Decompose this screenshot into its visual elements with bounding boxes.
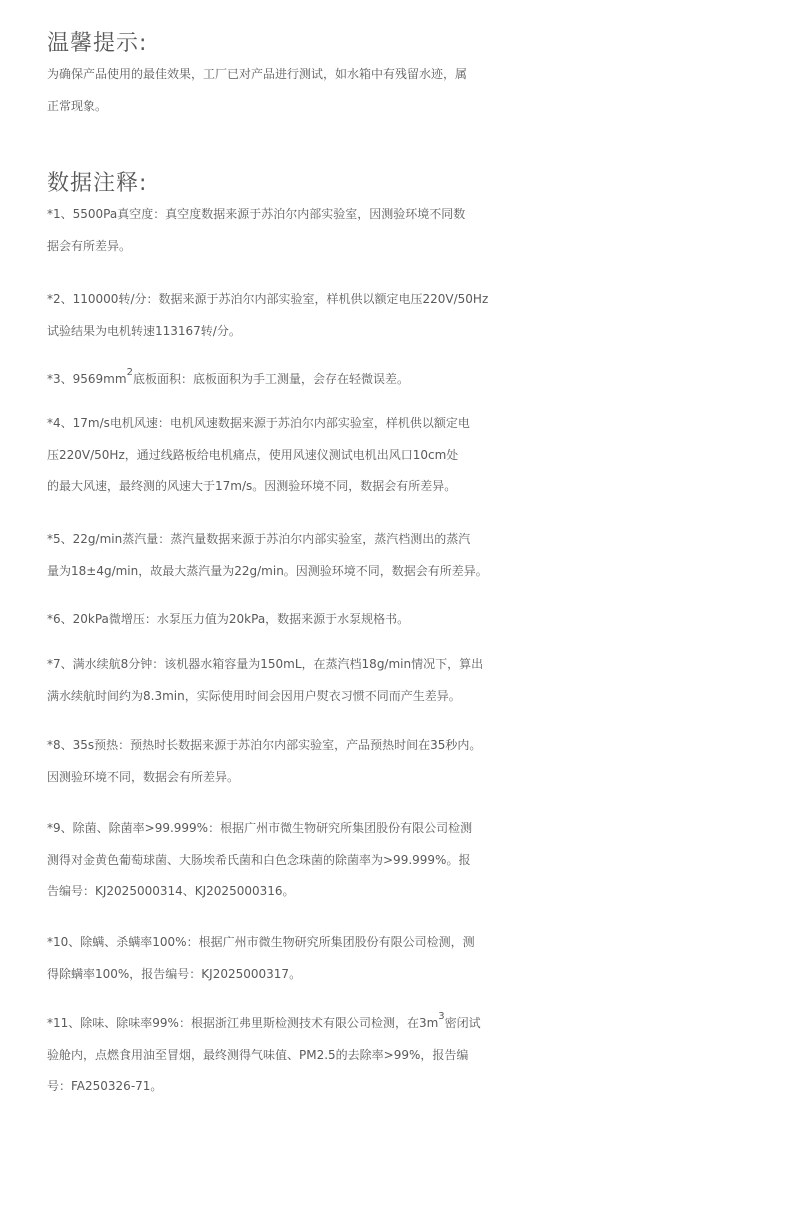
note-9: [47, 813, 790, 908]
text-line: *4、17m/s电机风速：电机风速数据来源于苏泊尔内部实验室，样机供以额定电: [47, 416, 470, 430]
text-line: 的最大风速，最终测的风速大于17m/s。因测验环境不同，数据会有所差异。: [47, 479, 457, 493]
text-line: *6、20kPa微增压：水泵压力值为20kPa，数据来源于水泵规格书。: [47, 612, 410, 626]
text-line: *5、22g/min蒸汽量：蒸汽量数据来源于苏泊尔内部实验室，蒸汽档测出的蒸汽: [47, 532, 471, 546]
note-11-text: *11、除味、除味率99%：根据浙江弗里斯检测技术有限公司检测，在3m: [47, 1016, 439, 1030]
text-line: *1、5500Pa真空度：真空度数据来源于苏泊尔内部实验室，因测验环境不同数: [47, 207, 466, 221]
superscript: 2: [126, 367, 133, 378]
text-line: *2、110000转/分：数据来源于苏泊尔内部实验室，样机供以额定电压220V/50Hz: [47, 292, 489, 306]
note-3-text: *3、9569mm: [47, 372, 127, 386]
text-line: 据会有所差异。: [47, 238, 132, 253]
note-4: [47, 408, 790, 503]
text-line: 告编号：KJ2025000314、KJ2025000316。: [47, 884, 295, 898]
text-line: 正常现象。: [47, 98, 108, 113]
note-11: [47, 1008, 790, 1103]
text-line: 验舱内，点燃食用油至冒烟，最终测得气味值、PM2.5的去除率>99%，报告编: [47, 1047, 469, 1062]
note-11-text: 密闭试: [444, 1016, 481, 1030]
text-line: 试验结果为电机转速113167转/分。: [47, 323, 241, 338]
text-line: 测得对金黄色葡萄球菌、大肠埃希氏菌和白色念珠菌的除菌率为>99.999%。报: [47, 852, 471, 867]
note-10: [47, 927, 790, 990]
text-line: *7、满水续航8分钟：该机器水箱容量为150mL，在蒸汽档18g/min情况下，算出: [47, 657, 484, 671]
note-1: [47, 199, 790, 262]
text-line: 因测验环境不同，数据会有所差异。: [47, 769, 240, 784]
note-2: [47, 284, 790, 347]
text-line: *10、除螨、杀螨率100%：根据广州市微生物研究所集团股份有限公司检测，测: [47, 935, 475, 949]
text-line: *9、除菌、除菌率>99.999%：根据广州市微生物研究所集团股份有限公司检测: [47, 821, 473, 835]
note-3-text: 底板面积：底板面积为手工测量，会存在轻微误差。: [132, 372, 409, 386]
text-line: 满水续航时间约为8.3min，实际使用时间会因用户熨衣习惯不同而产生差异。: [47, 688, 461, 703]
text-line: 得除螨率100%，报告编号：KJ2025000317。: [47, 966, 302, 981]
text-line: 为确保产品使用的最佳效果，工厂已对产品进行测试，如水箱中有残留水迹，属: [47, 67, 468, 81]
text-line: 压220V/50Hz，通过线路板给电机痛点，使用风速仪测试电机出风口10cm处: [47, 447, 459, 462]
note-5: [47, 524, 790, 587]
text-line: *8、35s预热：预热时长数据来源于苏泊尔内部实验室，产品预热时间在35秒内。: [47, 738, 482, 752]
text-line: 号：FA250326-71。: [47, 1079, 163, 1093]
note-8: [47, 730, 790, 793]
tip-paragraph: [47, 59, 790, 122]
note-6: [47, 604, 790, 636]
text-line: 量为18±4g/min，故最大蒸汽量为22g/min。因测验环境不同，数据会有所差异。: [47, 563, 488, 578]
superscript: 3: [438, 1011, 445, 1022]
tip-heading: 温馨提示:: [47, 31, 148, 56]
notes-heading: 数据注释:: [47, 171, 148, 196]
note-3: [47, 364, 790, 396]
text-line: [47, 1008, 790, 1040]
note-7: [47, 649, 790, 712]
text-line: [47, 364, 790, 396]
